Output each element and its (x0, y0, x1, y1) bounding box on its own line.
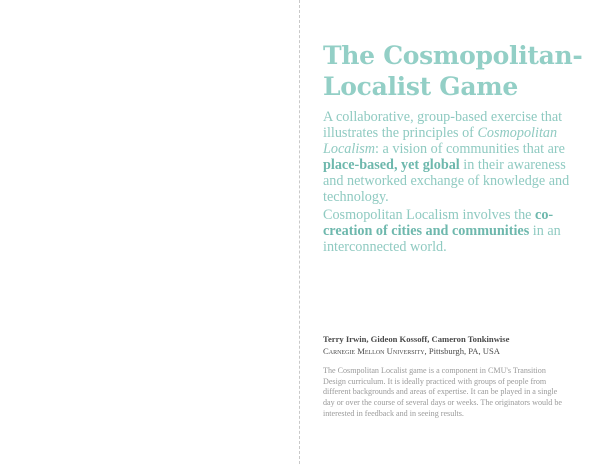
affiliation-line (323, 345, 593, 357)
second-strong: co-creation of cities and communities (323, 207, 554, 239)
intro-text-3: in their awareness and networked exchange of knowledge and technology. (323, 157, 570, 205)
intro-text-1: A collaborative, group-based exercise that illustrates the principles of (323, 109, 563, 141)
intro-text-2: : a vision of communities that are (375, 141, 565, 157)
right-page (300, 0, 600, 464)
institution-location: , Pittsburgh, PA, USA (424, 346, 500, 356)
intro-paragraph (323, 109, 585, 205)
document-title: The Cosmopolitan-Localist Game (323, 41, 583, 101)
second-paragraph (323, 207, 585, 255)
intro-strong: place-based, yet global (323, 157, 460, 173)
intro-emphasis: Cosmopolitan Localism (323, 125, 558, 157)
institution-name: Carnegie Mellon University (323, 346, 425, 356)
authors-line: Terry Irwin, Gideon Kossoff, Cameron Tonkinwise (323, 334, 510, 344)
left-blank-page (0, 0, 299, 464)
second-text-1: Cosmopolitan Localism involves the (323, 207, 536, 223)
second-text-2: in an interconnected world. (323, 223, 561, 255)
curriculum-note: The Cosmpolitan Localist game is a component in CMU's Transition Design curriculum. It is ideally practiced with groups of people from different backgrounds and areas of expertise. It can be played in a single day or over the course of several days or weeks. The originators would be interested in feedback and in seeing results. (323, 366, 562, 418)
